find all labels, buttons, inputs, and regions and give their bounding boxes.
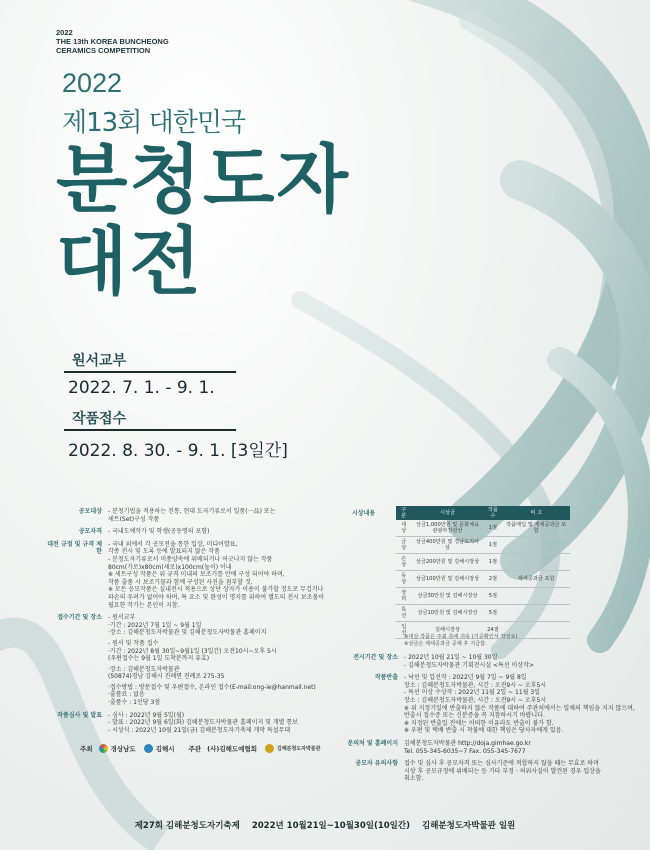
info-line: - 원서 및 작품 접수 bbox=[108, 639, 159, 647]
info-value bbox=[404, 674, 635, 735]
info-row bbox=[44, 528, 344, 536]
info-label: 작품반출 bbox=[374, 674, 398, 682]
info-label: 전시기간 및 장소 bbox=[353, 654, 398, 661]
prize-row bbox=[396, 571, 570, 588]
footer bbox=[0, 800, 650, 850]
english-title-line: THE 13th KOREA BUNCHEONG bbox=[56, 37, 169, 46]
info-line: ·장소 : 김해분청도자박물관 및 김해분청도자박물관 홈페이지 bbox=[108, 629, 267, 637]
sponsors bbox=[80, 744, 328, 753]
info-value bbox=[108, 712, 344, 735]
info-label: 접수기간 및 장소 bbox=[57, 614, 102, 622]
info-line: - 분청도자기류로서 미풍양속에 위배되거나 어긋나지 않는 작품 bbox=[108, 555, 273, 563]
prize-count: 5점 bbox=[484, 588, 503, 605]
prize-grade: 장 려 bbox=[396, 588, 412, 605]
main-title-line2: 대전 bbox=[56, 219, 203, 305]
submit-date: 2022. 8. 30. - 9. 1. [3일간] bbox=[68, 441, 288, 461]
english-title-line: CERAMICS COMPETITION bbox=[56, 46, 151, 55]
prize-count: 24점 bbox=[484, 622, 503, 639]
info-line: - 발표 : 2022년 9월 6일(화) 김해분청도자박물관 홈페이지 및 개별 통보 bbox=[108, 719, 298, 727]
prize-amount: 상금100만원 및 김해시장상 bbox=[412, 571, 484, 588]
info-line: 작품 출품 시 보조기물과 함께 구성된 사진을 첨부할 것. bbox=[108, 578, 253, 586]
info-line: 장소 : 김해분청도자박물관, 시간 : 오전9시 ~ 오후5시 bbox=[404, 681, 547, 689]
info-row bbox=[44, 541, 344, 609]
prize-note: 작품매입 및 제세공과금 포함 bbox=[502, 520, 570, 537]
info-line: Tel. 055-345-6035~7 Fax. 055-345-7677 bbox=[404, 747, 526, 755]
info-line: ·기간 : 2022년 7월 1일 ~ 9월 1일 bbox=[108, 621, 202, 629]
info-line: 접수 및 심사 후 공모자격 또는 심사기준에 적합하지 않을 때는 무효로 하며 bbox=[404, 760, 599, 768]
info-label: 문의처 및 홈페이지 bbox=[347, 739, 398, 747]
prize-grade: 동 상 bbox=[396, 571, 412, 588]
info-label: 대전 규정 및 규격 제한 bbox=[47, 540, 102, 556]
info-line: (우편접수는 9월 1일 도착분까지 유효) bbox=[108, 655, 210, 663]
prize-count: 2점 bbox=[484, 571, 503, 588]
host-gimhae bbox=[144, 744, 175, 753]
prize-row bbox=[396, 588, 570, 605]
info-line: - 시상식 : 2022년 10월 21일(금) 김해분청도자기축제 개막 특설무대 bbox=[108, 726, 291, 734]
host-label: 주최 bbox=[80, 745, 93, 753]
info-value bbox=[108, 528, 344, 536]
info-line: ·접수방법 : 방문접수 및 우편접수, 온라인 접수(E-mail:ong-ie@hanmail.net) bbox=[108, 683, 316, 691]
info-line: 취소함. bbox=[404, 775, 424, 783]
prize-header: 구 분 bbox=[396, 506, 412, 520]
gyeongnam-logo-icon bbox=[99, 744, 108, 753]
left-info bbox=[44, 508, 344, 739]
info-label: 공모자격 bbox=[78, 528, 102, 536]
info-value bbox=[108, 541, 344, 609]
info-label: 공모대상 bbox=[78, 508, 102, 515]
english-title bbox=[56, 28, 169, 55]
prize-count: 1점 bbox=[484, 554, 503, 571]
info-line: ·출품수 : 1인당 3점 bbox=[108, 699, 161, 707]
right-info bbox=[338, 654, 635, 788]
prize-note: ※대상 작품은 주최 측에 귀속 (기증확인서 작성요) bbox=[404, 634, 518, 640]
gimhae-logo-icon bbox=[144, 744, 153, 753]
footer-event: 제27회 김해분청도자기축제 bbox=[134, 821, 240, 831]
divider bbox=[64, 371, 236, 373]
partner-name: 김해분청도자박물관 bbox=[277, 746, 321, 752]
info-line: ※ 우편 및 택배 반출 시 착불에 대한 책임은 당사자에게 있음. bbox=[404, 727, 564, 735]
info-line: ※ 지정된 반출일 전에는 어떠한 이유라도 반출이 불가 함. bbox=[404, 719, 554, 727]
prize-amount: 상금30만원 및 김해시장상 bbox=[412, 588, 484, 605]
info-line: ※ 위 지정기일에 반출하지 않은 작품에 대하여 주관처에서는 일체의 책임을 지지 않으며, bbox=[404, 704, 635, 712]
prize-amount: 상금400만원 및 경남도지사상 bbox=[412, 537, 484, 554]
prize-row bbox=[396, 537, 570, 554]
prize-note bbox=[502, 605, 570, 622]
prize-grade: 특 선 bbox=[396, 605, 412, 622]
info-value bbox=[108, 614, 344, 707]
prize-note bbox=[502, 554, 570, 571]
info-line: ·기간 : 2022년 8월 30일~9월1일 (3일간) 오전10시~오후 5시 bbox=[108, 647, 277, 655]
info-line: 파손의 우려가 없어야 하며, 특 요소 및 완성이 명지를 위하여 별도의 전시 보조물이 bbox=[108, 593, 325, 601]
prize-row bbox=[396, 554, 570, 571]
partner bbox=[265, 744, 320, 753]
info-row bbox=[44, 614, 344, 707]
prize-note: ※상금은 제세공과금 공제 후 지급함. bbox=[404, 640, 487, 647]
info-line: - 특선 이상 수상작 : 2022년 11월 2일 ~ 11월 3일 bbox=[404, 689, 541, 697]
prize-note bbox=[502, 537, 570, 554]
footer-venue: 김해분청도자박물관 일원 bbox=[421, 821, 516, 831]
prize-amount: 상금1,000만원 및 문화체육관광부장관상 bbox=[412, 520, 484, 537]
info-row bbox=[338, 674, 635, 735]
info-line: 80cm(가로)x80cm(세로)x100cm(높이) 이내 bbox=[108, 563, 232, 571]
info-line: 시상 후 공모규정에 위배되는 등 기타 부정 · 허위사실이 발견된 경우 입상을 bbox=[404, 767, 601, 775]
prize-header: 비 고 bbox=[502, 506, 570, 520]
prize-count: 1점 bbox=[484, 520, 503, 537]
info-line: ※ 모든 응모작품은 실내전시 적용으로 상단 상자가 이용이 불가할 정도로 무겁거나 bbox=[108, 586, 324, 594]
footer-period: 2022년 10월21일~10월30일(10일간) bbox=[251, 821, 410, 831]
subtitle: 제13회 대한민국 bbox=[62, 108, 246, 138]
prize-amount: 상금10만원 및 김해시장상 bbox=[412, 605, 484, 622]
prize-grade: 대 상 bbox=[396, 520, 412, 537]
info-line: - 심사 : 2022년 9월 5일(월) bbox=[108, 711, 185, 719]
prize-count: 5점 bbox=[484, 605, 503, 622]
host1-name: 경상남도 bbox=[110, 745, 136, 753]
english-title-line: 2022 bbox=[56, 28, 73, 37]
prize-amount: 김해시장상 bbox=[412, 622, 484, 639]
info-row bbox=[338, 740, 578, 755]
submit-label: 작품접수 bbox=[72, 411, 127, 427]
apply-date: 2022. 7. 1. - 9. 1. bbox=[68, 378, 215, 398]
info-line: 세트(Set)구성 작품 bbox=[108, 515, 160, 523]
info-line: - 낙선 및 입선작 : 2022년 9월 7일 ~ 9월 8일 bbox=[404, 674, 527, 682]
info-line: 각종 전시 및 도록 등에 발표되지 않은 작품 bbox=[108, 548, 220, 556]
divider bbox=[64, 429, 236, 431]
prize-table bbox=[396, 506, 570, 639]
prize-grade: 입 선 bbox=[396, 622, 412, 639]
prize-row bbox=[396, 605, 570, 622]
year: 2022 bbox=[62, 68, 123, 98]
museum-logo-icon bbox=[265, 744, 274, 753]
prize-label: 시상내용 bbox=[352, 510, 376, 517]
prize-header: 시상금 bbox=[412, 506, 484, 520]
info-line: 김해분청도자박물관 http://doja.gimhae.go.kr bbox=[404, 739, 531, 747]
info-value bbox=[108, 508, 344, 523]
info-line: ·장소 : 김해분청도자박물관 bbox=[108, 665, 180, 673]
info-value bbox=[404, 760, 601, 783]
info-line: 필요한 작가는 본인이 지참. bbox=[108, 601, 180, 609]
host-gyeongnam bbox=[99, 744, 136, 753]
info-label: 작품심사 및 발표 bbox=[57, 711, 102, 719]
info-row bbox=[44, 508, 344, 523]
info-line: 반출시 접수증 또는 신분증을 꼭 지참하시기 바랍니다. bbox=[404, 712, 545, 720]
info-row bbox=[44, 712, 344, 735]
info-line: - 국내 외에서 각 공모전을 통한 입상, 미디어발표, bbox=[108, 540, 238, 548]
prize-grade: 금 상 bbox=[396, 537, 412, 554]
host2-name: 김해시 bbox=[155, 745, 175, 753]
prize-note: 제세공과금 포함 bbox=[502, 571, 570, 588]
info-line: ·출품료 : 없음 bbox=[108, 691, 145, 699]
info-line: - 원서교부 bbox=[108, 614, 136, 622]
info-line: - 2022년 10월 21일 ~ 10월 30일 bbox=[404, 654, 498, 661]
main-title-line1: 분청도자 bbox=[56, 137, 350, 223]
info-line: - 김해분청도자박물관 기획전시실 <특선 이상작> bbox=[404, 661, 534, 669]
info-row bbox=[338, 760, 601, 783]
organizer-name: (사)김해도예협회 bbox=[207, 745, 257, 753]
info-line: (50874)경남 김해시 진례면 전례로 275-35 bbox=[108, 673, 225, 681]
organizer-label: 주관 bbox=[188, 745, 202, 753]
info-line: 장소 : 김해분청도자박물관, 시간 : 오전9시 ~ 오후5시 bbox=[404, 696, 547, 704]
prize-row bbox=[396, 520, 570, 537]
info-value bbox=[404, 654, 578, 669]
prize-amount: 상금200만원 및 김해시장상 bbox=[412, 554, 484, 571]
info-line: - 국내도예작가 및 학생(공동명의 포함) bbox=[108, 528, 210, 536]
apply-label: 원서교부 bbox=[72, 353, 127, 369]
prize-notes bbox=[404, 634, 518, 647]
prize-note bbox=[502, 588, 570, 605]
info-line: ※ 세트구성 작품은 위 규격 이내의 보조기를 안에 구성 되어야 하며, bbox=[108, 571, 285, 579]
info-label: 공모자 유의사항 bbox=[355, 760, 398, 768]
info-value bbox=[404, 740, 578, 755]
info-row bbox=[338, 654, 578, 669]
prize-count: 1점 bbox=[484, 537, 503, 554]
prize-grade: 은 상 bbox=[396, 554, 412, 571]
info-line: - 분청기법을 적용하는 전통, 현대 도자기류로서 일품(一品) 또는 bbox=[108, 508, 276, 515]
prize-header: 작품수 bbox=[484, 506, 503, 520]
